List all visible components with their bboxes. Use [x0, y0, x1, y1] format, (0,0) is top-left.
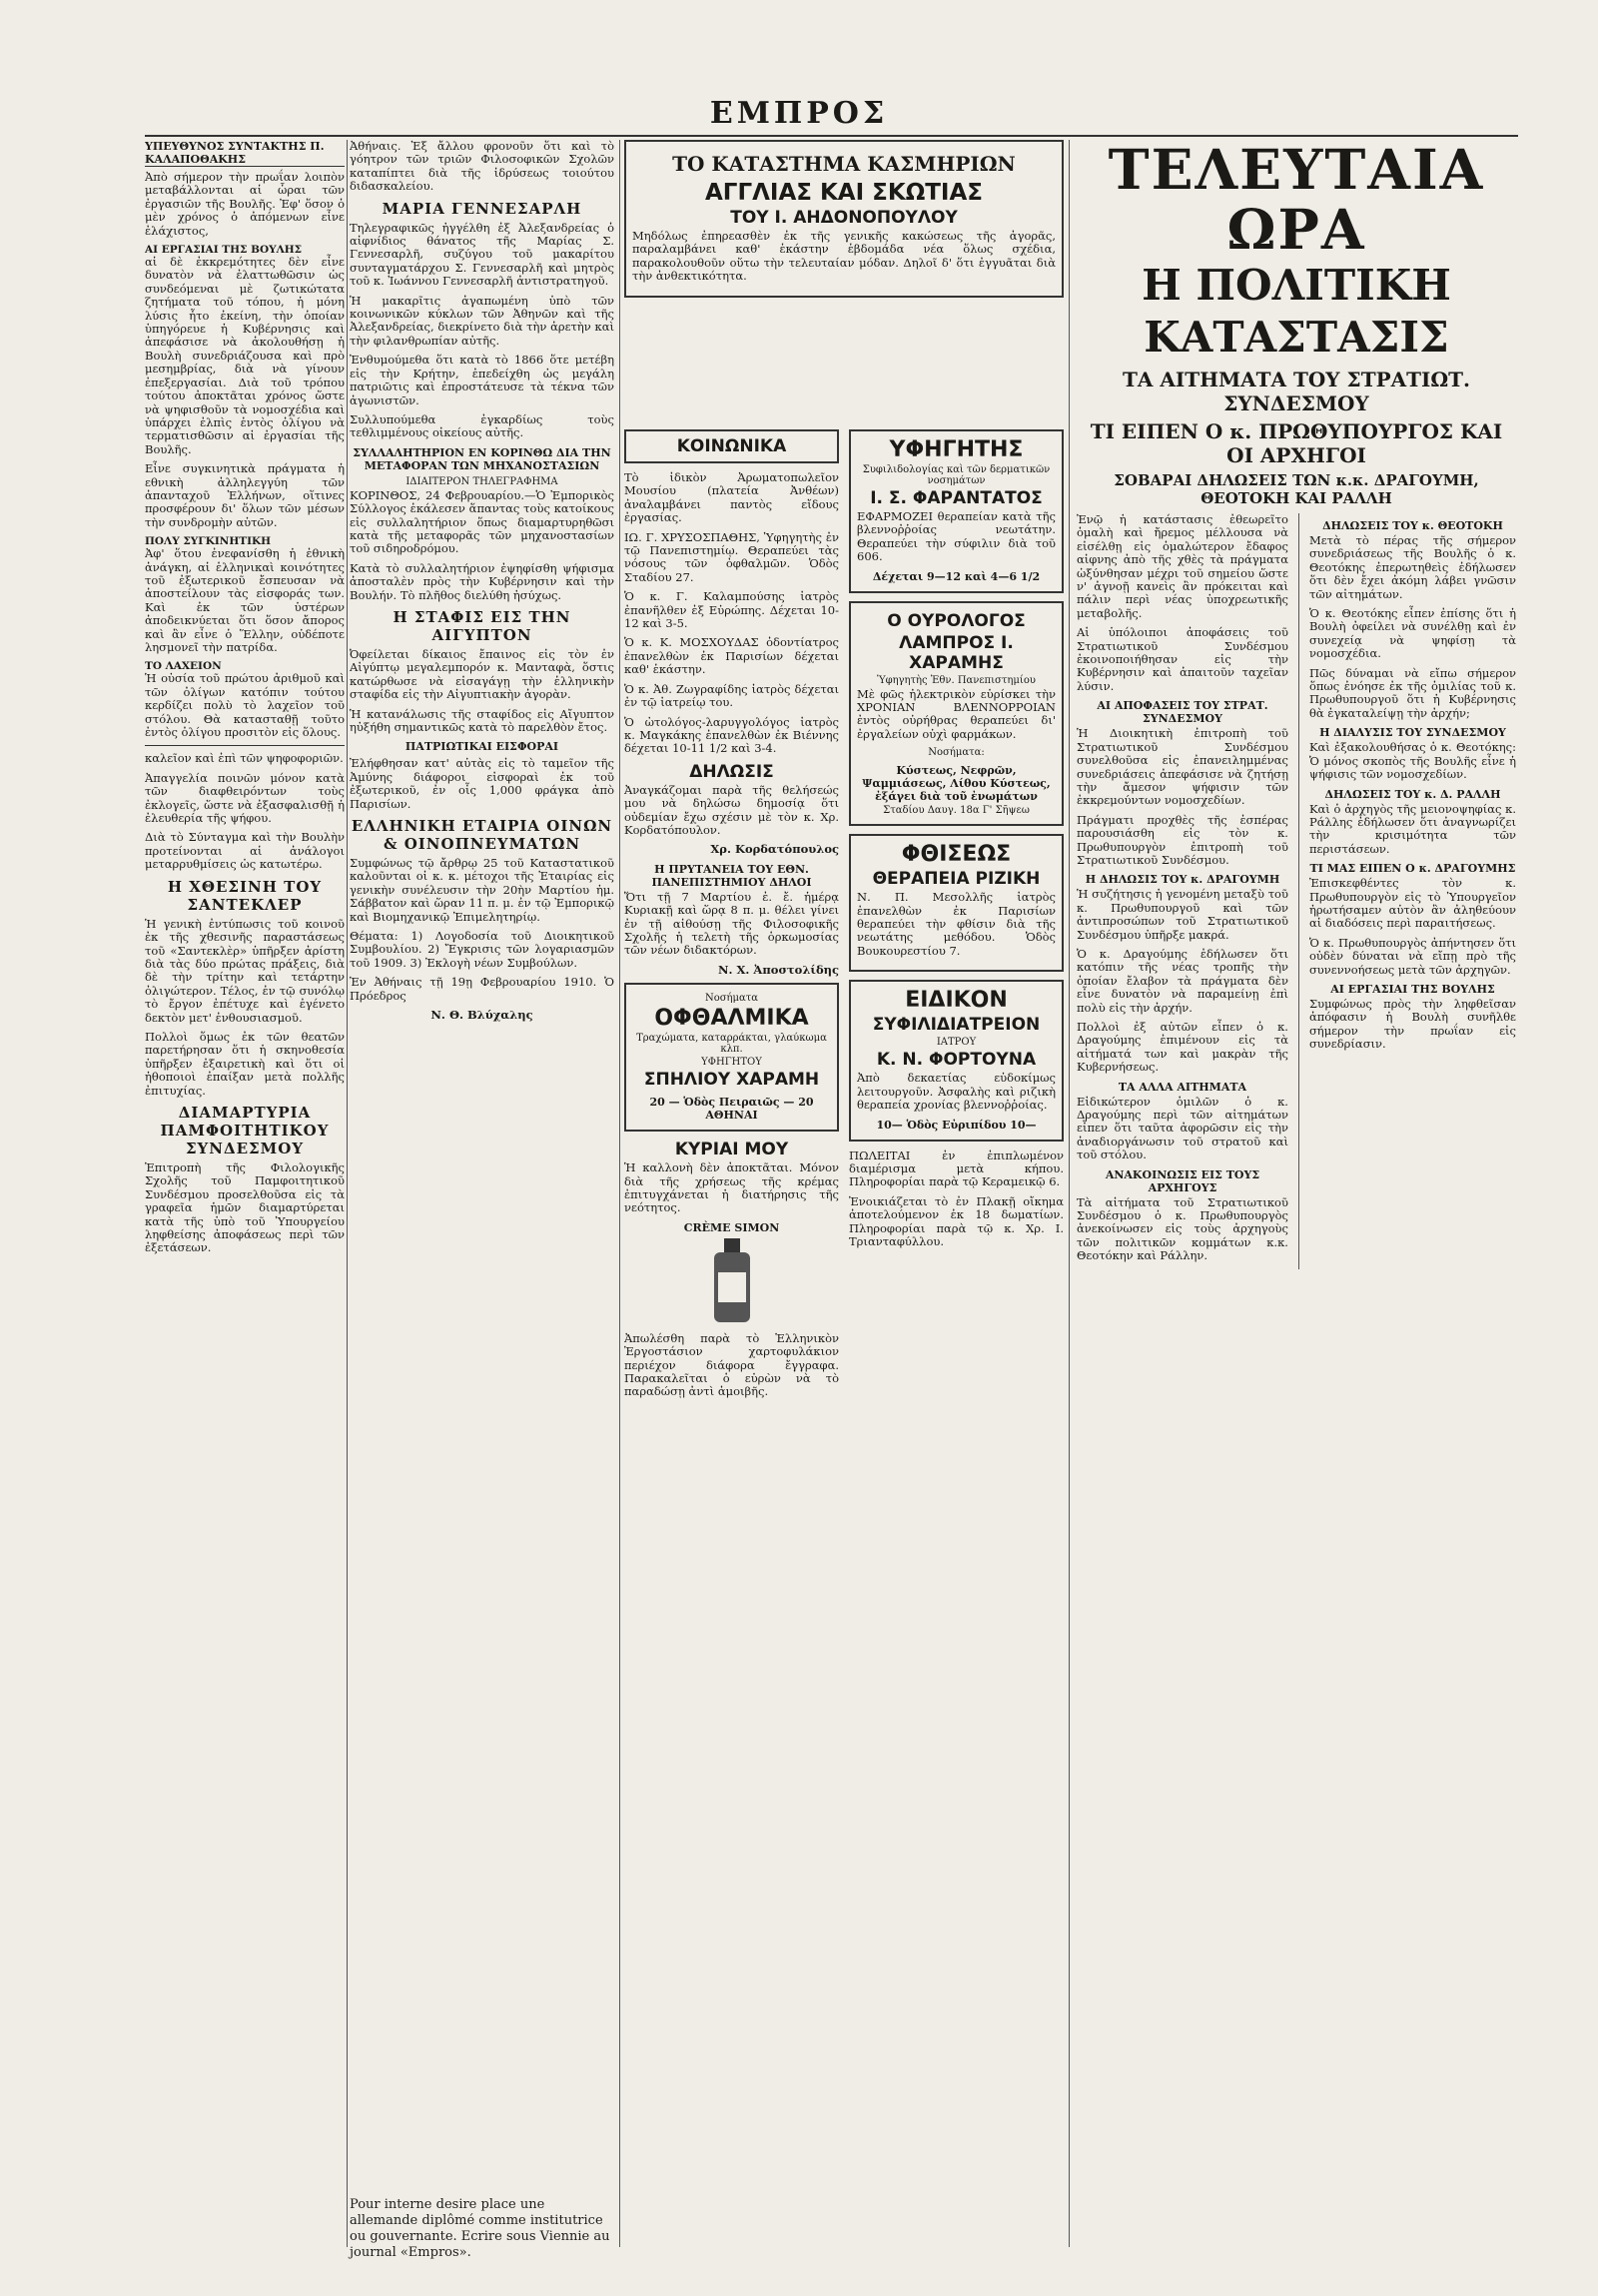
section-heading: ΠΑΤΡΙΩΤΙΚΑΙ ΕΙΣΦΟΡΑΙ [404, 740, 559, 754]
column-2 [350, 140, 614, 2247]
side-heading: ΤΟ ΛΑΧΕΙΟΝ [145, 660, 222, 673]
column-rule [619, 140, 620, 2247]
article-paragraph: Τὰ αἰτήματα τοῦ Στρατιωτικοῦ Συνδέσμου ὁ κ. Πρωθυπουργὸς ἀνεκοίνωσεν εἰς τοὺς ἀρχηγοὺς τῶν πολιτικῶν κομμάτων κ.κ. Θεοτόκην καὶ Ράλλην. [1077, 1194, 1288, 1263]
advert-venereal [849, 429, 1064, 593]
article-paragraph: Ἐνῷ ἡ κατάστασις ἐθεωρεῖτο ὁμαλὴ καὶ ἤρεμος μέλλουσα νὰ εἰσέλθῃ εἰς ὁμαλώτερον ἔδαφος αἰφνης ἀπὸ τῆς χθὲς τὰ πράγματα ὠξύνθησαν μέχρι τοῦ σημείου ὥστε ν' ἀγνοῇ κανεὶς ἂν πρόκειται καὶ πάλιν περὶ νέας ὑποχρεωτικῆς μεταβολῆς. [1077, 512, 1288, 620]
advert-label: ΥΦΗΓΗΤΟΥ [701, 1057, 762, 1069]
article-paragraph: Ἀπαγγελία ποινῶν μόνον κατὰ τῶν διαφθειρόντων τοὺς ἐκλογεῖς, ὥστε νὰ ἐξασφαλισθῇ ἡ ἐλευθερία τῆς ψήφου. [145, 770, 345, 826]
advert-list: Κύστεως, Νεφρῶν, Ψαμμιάσεως, Λίθου Κύστεως, ἐξάγει διὰ τοῦ ἐνωμάτων [862, 764, 1051, 804]
notice-text: Ἀναγκάζομαι παρὰ τῆς θελήσεώς μου νὰ δηλώσω δημοσίᾳ ὅτι οὐδεμίαν ἔχω σχέσιν μὲ τὸν κ. Χρ. Κορδατόπουλον. [624, 782, 839, 837]
column-3-left [624, 429, 839, 2247]
advert-address: 20 — Ὁδὸς Πειραιῶς — 20 ΑΘΗΝΑΙ [649, 1096, 814, 1123]
article-paragraph: Ὁ κ. Δραγούμης ἐδήλωσεν ὅτι κατόπιν τῆς νέας τροπῆς τὴν ὁποίαν ἔλαβον τὰ πράγματα δὲν εἶνε δυνατὸν νὰ παραμείνῃ ἐπὶ πολὺ εἰς τὴν ἀρχήν. [1077, 946, 1288, 1015]
article-paragraph: Κατὰ τὸ συλλαλητήριον ἐψηφίσθη ψήφισμα ἀποσταλὲν πρὸς τὴν Κυβέρνησιν καὶ τὴν Βουλήν. Τὸ πλῆθος διελύθη ἡσύχως. [350, 560, 614, 602]
advert-title: Ο ΟΥΡΟΛΟΓΟΣ [887, 610, 1026, 631]
article-paragraph: καλεῖον καὶ ἐπὶ τῶν ψηφοφοριῶν. [145, 751, 344, 766]
advert-name: Ι. Σ. ΦΑΡΑΝΤΑΤΟΣ [870, 488, 1043, 508]
social-title: ΚΟΙΝΩΝΙΚΑ [676, 436, 787, 456]
article-paragraph: Ἀθήναις. Ἐξ ἄλλου φρονοῦν ὅτι καὶ τὸ γόητρον τῶν τριῶν Φιλοσοφικῶν Σχολῶν καταπίπτει διὰ τῆς ἱδρύσεως τοιούτου διδασκαλείου. [350, 140, 614, 194]
advert-hours: Δέχεται 9—12 καὶ 4—6 1/2 [872, 569, 1041, 583]
article-paragraph: Πολλοὶ ἐξ αὐτῶν εἶπεν ὁ κ. Δραγούμης ἐπιμένουν εἰς τὰ αἰτήματά των καὶ μακρὰν τῆς Κυβερνήσεως. [1077, 1020, 1288, 1075]
notice-signature: Χρ. Κορδατόπουλος [710, 842, 839, 857]
rent-notice: Ἐνοικιάζεται τὸ ἐν Πλακῇ οἴκημα ἀποτελούμενον ἐκ 18 δωματίων. Πληροφορίαι παρὰ τῷ κ. Χρ. Ι. Τριανταφύλλου. [849, 1193, 1064, 1248]
signature: Ν. Θ. Βλύχαλης [430, 1008, 533, 1023]
side-heading: ΑΙ ΕΡΓΑΣΙΑΙ ΤΗΣ ΒΟΥΛΗΣ [145, 244, 303, 257]
column-4 [1077, 140, 1516, 2247]
masthead: ΕΜΠΡΟΣ [709, 96, 889, 131]
story-columns [1077, 513, 1516, 1269]
story-subheading: ΤΙ ΜΑΣ ΕΙΠΕΝ Ο κ. ΔΡΑΓΟΥΜΗΣ [1309, 862, 1516, 876]
advert-text: ΕΦΑΡΜΟΖΕΙ θεραπείαν κατὰ τῆς βλεννοῤῥοίας νεωτάτην. Θεραπεύει τὴν σύφιλιν διὰ τοῦ 606. [857, 509, 1056, 564]
headline-demands: ΤΑ ΑΙΤΗΜΑΤΑ ΤΟΥ ΣΤΡΑΤΙΩΤ. ΣΥΝΔΕΣΜΟΥ [1122, 368, 1471, 415]
story-subheading: ΔΗΛΩΣΕΙΣ ΤΟΥ κ. ΘΕΟΤΟΚΗ [1322, 519, 1503, 532]
story-subheading: ΑΙ ΑΠΟΦΑΣΕΙΣ ΤΟΥ ΣΤΡΑΤ. ΣΥΝΔΕΣΜΟΥ [1097, 699, 1268, 726]
article-paragraph: Καὶ ἐξακολουθήσας ὁ κ. Θεοτόκης: Ὁ μόνος σκοπὸς τῆς Βουλῆς εἶνε ἡ ψήφισις τῶν νομοσχεδίων. [1308, 740, 1516, 782]
header-rule [145, 135, 1518, 137]
column-1 [145, 140, 345, 2247]
advert-urologist [849, 601, 1064, 827]
article-paragraph: Ἐνθυμούμεθα ὅτι κατὰ τὸ 1866 ὅτε μετέβη εἰς τὴν Κρήτην, ἐπεδείχθη ὡς μεγάλη πατριῶτις καὶ ἐπροστάτευσε τὰ τέκνα τῶν ἀγωνιστῶν. [350, 353, 614, 407]
article-paragraph: Ἡ κατανάλωσις τῆς σταφίδος εἰς Αἴγυπτον ηὐξήθη σημαντικῶς κατὰ τὸ παρελθὸν ἔτος. [350, 706, 614, 734]
social-item: Ὁ κ. Ἀθ. Ζωγραφίδης ἰατρὸς δέχεται ἐν τῷ ἰατρείῳ του. [624, 681, 839, 710]
section-heading: ΣΥΛΛΑΛΗΤΗΡΙΟΝ ΕΝ ΚΟΡΙΝΘΩ ΔΙΑ ΤΗΝ ΜΕΤΑΦΟΡΑΝ ΤΩΝ ΜΗΧΑΝΟΣΤΑΣΙΩΝ [353, 445, 611, 472]
article-paragraph: Συλλυπούμεθα ἐγκαρδίως τοὺς τεθλιμμένους οἰκείους αὐτῆς. [350, 411, 614, 440]
byline: ΥΠΕΥΘΥΝΟΣ ΣΥΝΤΑΚΤΗΣ Π. ΚΑΛΑΠΟΘΑΚΗΣ [145, 140, 345, 167]
headline-premier: ΤΙ ΕΙΠΕΝ Ο κ. ΠΡΩΘΥΠΟΥΡΓΟΣ ΚΑΙ ΟΙ ΑΡΧΗΓΟΙ [1090, 419, 1503, 467]
advert-title: ΦΘΙΣΕΩΣ [901, 842, 1012, 868]
advert-name: ΛΑΜΠΡΟΣ Ι. ΧΑΡΑΜΗΣ [899, 632, 1014, 673]
article-paragraph: Συμφώνως πρὸς τὴν ληφθεῖσαν ἀπόφασιν ἡ Βουλὴ συνῆλθε σήμερον τὴν πρωΐαν εἰς συνεδρίασιν. [1308, 996, 1516, 1052]
section-heading: Η ΧΘΕΣΙΝΗ ΤΟΥ ΣΑΝΤΕΚΛΕΡ [167, 877, 323, 914]
advert-title: ΕΙΔΙΚΟΝ [905, 988, 1008, 1014]
article-paragraph: Ἀφ' ὅτου ἐνεφανίσθη ἡ ἐθνικὴ ἀνάγκη, αἱ ἑλληνικαὶ κοινότητες τοῦ ἐξωτερικοῦ ἔσπευσαν νὰ ἀποστείλουν τὰς εἰσφοράς των. Καὶ ἐκ τῶν ὑστέρων ἀποδεικνύεται ὅτι ὅσον ἄπορος καὶ ἂν εἶνε ὁ Ἕλλην, οὐδέποτε λησμονεῖ τὴν πατρίδα. [145, 546, 345, 654]
advert-subtitle: Τραχώματα, καταρράκται, γλαύκωμα κλπ. [636, 1033, 827, 1056]
article-paragraph: Ὁ κ. Θεοτόκης εἶπεν ἐπίσης ὅτι ἡ Βουλὴ ὀφείλει νὰ συνέλθῃ καὶ ἐν συνεχείᾳ νὰ ψηφίσῃ τὰ νομοσχέδια. [1308, 606, 1516, 661]
column-rule [1069, 140, 1070, 2247]
advert-title: ΥΦΗΓΗΤΗΣ [889, 437, 1024, 462]
article-paragraph: αἱ δὲ ἐκκρεμότητες δὲν εἶνε δυνατὸν νὰ ἐλαττωθῶσιν ὡς συνδεόμεναι μὲ ζωτικώτατα ζητήματα τοῦ τόπου, ἡ μόνη λύσις ἦτο ἐκείνη, τὴν ὁποίαν ὑπηγόρευε ἡ Κυβέρνησις καὶ ἀπεφάσισε νὰ ἀκολουθήσῃ ἡ Βουλὴ συνεδριάζουσα καὶ πρὸ μεσημβρίας, διὰ νὰ γίνουν ἐπεξεργασίαι. Διὰ τοῦ τρόπου τούτου ἀποκτᾶται χρόνος ὥστε νὰ ψηφισθοῦν τὰ νομοσχέδια καὶ ὑπάρχει ἐλπὶς ἐντὸς ὀλίγου νὰ τερματισθῶσιν αἱ ἐργασίαι τῆς Βουλῆς. [145, 255, 345, 456]
main-subheadline: Η ΠΟΛΙΤΙΚΗ ΚΑΤΑΣΤΑΣΙΣ [1142, 261, 1451, 362]
subheading: ΙΔΙΑΙΤΕΡΟΝ ΤΗΛΕΓΡΑΦΗΜΑ [405, 475, 558, 487]
advert-subtitle: ΑΓΓΛΙΑΣ ΚΑΙ ΣΚΩΤΙΑΣ [704, 180, 984, 206]
french-notice: Pour interne desire place une allemande diplômé comme institutrice ou gouvernante. Ecrire sous Viennie au journal «Empros». [350, 2197, 610, 2260]
story-column-right [1309, 513, 1516, 1269]
advert-text: Μηδόλως ἐπηρεασθὲν ἐκ τῆς γενικῆς κακώσεως τῆς ἀγορᾶς, παραλαμβάνει καθ' ἑκάστην ἑβδομάδα νέα ὅλως σχέδια, παρακολουθοῦν οὕτω τὴν τελευταίαν μόδαν. Δηλοῖ δ' ὅτι ἐγγυᾶται διὰ τὴν ἀνθεκτικότητα. [632, 229, 1056, 284]
story-subheading: Η ΔΗΛΩΣΙΣ ΤΟΥ κ. ΔΡΑΓΟΥΜΗ [1085, 873, 1280, 887]
story-subheading: ΤΑ ΑΛΛΑ ΑΙΤΗΜΑΤΑ [1118, 1080, 1247, 1094]
advert-title: ΚΥΡΙΑΙ ΜΟΥ [674, 1140, 789, 1160]
divider [145, 745, 345, 746]
advert-name: ΤΟΥ Ι. ΑΗΔΟΝΟΠΟΥΛΟΥ [730, 208, 958, 228]
article-paragraph: Ἡ οὐσία τοῦ πρώτου ἀριθμοῦ καὶ τῶν ὀλίγων κατόπιν τούτου κερδίζει πολὺ τὸ λαχεῖον τοῦ στόλου. Θὰ κατασταθῇ τοῦτο ἐντὸς ὀλίγου προσιτὸν εἰς ὅλους. [145, 671, 345, 740]
university-signature: Ν. Χ. Ἀποστολίδης [717, 962, 839, 977]
article-paragraph: Εἶνε συγκινητικὰ πράγματα ἡ εθνικὴ ἀλληλεγγύη τῶν ἀπανταχοῦ Ἑλλήνων, οἵτινες προσφέρουν δι' ὅλων τῶν μέσων τὴν συνδρομὴν αὐτῶν. [145, 461, 345, 529]
sale-notice: ΠΩΛΕΙΤΑΙ ἐν ἐπιπλωμένον διαμέρισμα μετὰ κήπου. Πληροφορίαι παρὰ τῷ Κεραμεικῷ 6. [849, 1148, 1064, 1189]
advert-text: Ἀπὸ δεκαετίας εὐδοκίμως λειτουργοῦν. Ἀσφαλὴς καὶ ριζικὴ θεραπεία χρονίας βλεννοῤῥοίας. [857, 1071, 1056, 1113]
social-item: Ὁ ὠτολόγος-λαρυγγολόγος ἰατρὸς κ. Μαγκάκης ἐπανελθὼν ἐκ Βιέννης δέχεται 10-11 1/2 καὶ 3-4. [624, 714, 839, 756]
headline-statements: ΣΟΒΑΡΑΙ ΔΗΛΩΣΕΙΣ ΤΩΝ κ.κ. ΔΡΑΓΟΥΜΗ, ΘΕΟΤΟΚΗ ΚΑΙ ΡΑΛΛΗ [1114, 471, 1479, 507]
main-headline: ΤΕΛΕΥΤΑΙΑ ΩΡΑ [1108, 140, 1485, 262]
article-paragraph: Ἡ συζήτησις ἡ γενομένη μεταξὺ τοῦ κ. Πρωθυπουργοῦ καὶ τῶν ἀντιπροσώπων τοῦ Στρατιωτικοῦ Συνδέσμου ὑπῆρξε μακρά. [1077, 887, 1288, 942]
university-title: Η ΠΡΥΤΑΝΕΙΑ ΤΟΥ ΕΘΝ. ΠΑΝΕΠΙΣΤΗΜΙΟΥ ΔΗΛΟΙ [651, 862, 812, 889]
article-paragraph: Ἐλήφθησαν κατ' αὐτὰς εἰς τὸ ταμεῖον τῆς Ἀμύνης διάφοροι εἰσφοραὶ ἐκ τοῦ ἐξωτερικοῦ, ἐν οἷς 1,000 φράγκα ἀπὸ Παρισίων. [350, 756, 614, 811]
social-item: Ὁ κ. Γ. Καλαμπούσης ἰατρὸς ἐπανῆλθεν ἐξ Εὐρώπης. Δέχεται 10-12 καὶ 3-5. [624, 589, 839, 631]
article-paragraph: Ἡ Διοικητικὴ ἐπιτροπὴ τοῦ Στρατιωτικοῦ Συνδέσμου συνελθοῦσα εἰς ἐπανειλημμένας συνεδριάσεις ἀπεφάσισε νὰ ζητήσῃ τὴν ἄμεσον ψήφισιν τῶν ἐκκρεμούντων νομοσχεδίων. [1077, 726, 1288, 808]
university-text: Ὅτι τῇ 7 Μαρτίου ἐ. ἔ. ἡμέρᾳ Κυριακῇ καὶ ὥρᾳ 8 π. μ. θέλει γίνει ἐν τῇ αἰθούσῃ τῆς Φιλοσοφικῆς Σχολῆς ἡ τελετὴ τῆς ὁρκωμοσίας τῶν νέων διδακτόρων. [624, 889, 839, 958]
story-subheading: ΑΙ ΕΡΓΑΣΙΑΙ ΤΗΣ ΒΟΥΛΗΣ [1330, 982, 1495, 996]
article-paragraph: Πῶς δύναμαι νὰ εἴπω σήμερον ὅπως ἐνόησε ἐκ τῆς ὁμιλίας τοῦ κ. Πρωθυπουργοῦ ὅτι ἡ Κυβέρνησις θὰ ἐγκαταλείψῃ τὴν ἀρχήν; [1308, 665, 1516, 720]
advert-subtitle: Ὑφηγητὴς Ἐθν. Πανεπιστημίου [877, 674, 1036, 686]
story-subheading: ΑΝΑΚΟΙΝΩΣΙΣ ΕΙΣ ΤΟΥΣ ΑΡΧΗΓΟΥΣ [1105, 1167, 1260, 1194]
article-paragraph: Θέματα: 1) Λογοδοσία τοῦ Διοικητικοῦ Συμβουλίου. 2) Ἔγκρισις τῶν λογαριασμῶν τοῦ 1909. 3) Ἐκλογὴ νέων Συμβούλων. [350, 929, 614, 970]
article-paragraph: Συμφώνως τῷ ἄρθρῳ 25 τοῦ Καταστατικοῦ καλοῦνται οἱ κ. κ. μέτοχοι τῆς Ἑταιρίας εἰς γενικὴν συνέλευσιν τὴν 20ὴν Μαρτίου ἡμ. Σάββατον καὶ ὥραν 11 π. μ. ἐν τῷ Ἐμπορικῷ καὶ Βιομηχανικῷ Ἐπιμελητηρίῳ. [350, 856, 614, 924]
social-box [624, 429, 839, 463]
article-paragraph: Διὰ τὸ Σύνταγμα καὶ τὴν Βουλὴν προτείνονται αἱ ἀνάλογοι μεταρρυθμίσεις ὡς κατωτέρω. [145, 830, 345, 872]
column-rule [1298, 513, 1299, 1269]
column-3-right [849, 429, 1064, 2247]
advert-label: ΙΑΤΡΟΥ [936, 1037, 977, 1049]
story-column-left [1077, 513, 1288, 1269]
section-heading: ΜΑΡΙΑ ΓΕΝΝΕΣΑΡΛΗ [382, 199, 582, 218]
article-paragraph: Εἰδικώτερον ὁμιλῶν ὁ κ. Δραγούμης περὶ τῶν αἰτημάτων εἶπεν ὅτι ταῦτα ἀφορῶσιν εἰς τὴν ἀναδιοργάνωσιν τοῦ στρατοῦ καὶ τοῦ στόλου. [1077, 1094, 1288, 1162]
article-paragraph: Καὶ ὁ ἀρχηγὸς τῆς μειονοψηφίας κ. Ράλλης ἐδήλωσεν ὅτι ἀναγνωρίζει τὴν κρισιμότητα τῶν περιστάσεων. [1308, 801, 1516, 856]
advert-text: Ἡ καλλονὴ δὲν ἀποκτᾶται. Μόνον διὰ τῆς χρήσεως τῆς κρέμας ἐπιτυγχάνεται ἡ διατήρησις τῆς νεότητος. [624, 1160, 839, 1215]
article-paragraph: Ἡ μακαρῖτις ἀγαπωμένη ὑπὸ τῶν κοινωνικῶν κύκλων τῶν Ἀθηνῶν καὶ τῆς Ἀλεξανδρείας, διεκρίνετο διὰ τὴν ἀρετὴν καὶ τὴν φιλανθρωπίαν αὐτῆς. [350, 293, 614, 348]
story-subheading: Η ΔΙΑΛΥΣΙΣ ΤΟΥ ΣΥΝΔΕΣΜΟΥ [1319, 726, 1506, 740]
story-subheading: ΔΗΛΩΣΕΙΣ ΤΟΥ κ. Δ. ΡΑΛΛΗ [1324, 787, 1501, 801]
article-paragraph: Πολλοὶ ὅμως ἐκ τῶν θεατῶν παρετήρησαν ὅτι ἡ σκηνοθεσία ὑπῆρξεν ἐξαιρετικὴ καὶ ὅτι οἱ ἠθοποιοὶ ἐπαίξαν μετὰ πολλῆς ἐπιτυχίας. [145, 1029, 345, 1098]
advert-title: ΤΟ ΚΑΤΑΣΤΗΜΑ ΚΑΣΜΗΡΙΩΝ [672, 152, 1016, 176]
social-item: ΙΩ. Γ. ΧΡΥΣΟΣΠΑΘΗΣ, Ὑφηγητὴς ἐν τῷ Πανεπιστημίῳ. Θεραπεύει τὰς νόσους τῶν ὀφθαλμῶν. Ὁδὸς Σταδίου 27. [624, 529, 839, 584]
advert-subtitle: ΣΥΦΙΛΙΔΙΑΤΡΕΙΟΝ [872, 1015, 1041, 1036]
article-paragraph: Ὁ κ. Πρωθυπουργὸς ἀπήντησεν ὅτι οὐδὲν δύναται νὰ εἴπῃ πρὸ τῆς συνεννοήσεως μετὰ τῶν ἀρχηγῶν. [1308, 935, 1516, 977]
advert-label: Νοσήματα [704, 993, 759, 1005]
section-heading: ΔΙΑΜΑΡΤΥΡΙΑ ΠΑΜΦΟΙΤΗΤΙΚΟΥ ΣΥΝΔΕΣΜΟΥ [160, 1103, 330, 1157]
lost-notice: Ἀπωλέσθη παρὰ τὸ Ἑλληνικὸν Ἐργοστάσιον χαρτοφυλάκιον περιέχον διάφορα ἔγγραφα. Παρακαλεῖται ὁ εὑρὼν νὰ τὸ παραδώσῃ ἀντὶ ἀμοιβῆς. [624, 1330, 839, 1399]
advert-clinic [849, 980, 1064, 1141]
advert-name: Κ. Ν. ΦΟΡΤΟΥΝΑ [876, 1050, 1037, 1071]
article-paragraph: Ἐν Ἀθήναις τῇ 19ῃ Φεβρουαρίου 1910. Ὁ Πρόεδρος [350, 975, 614, 1003]
social-item: Τὸ ἱδικὸν Ἀρωματοπωλεῖον Μουσίου (πλατεία Ἀνθέων) ἀναλαμβάνει παντὸς εἴδους ἐργασίας. [624, 470, 839, 525]
advert-subtitle: ΘΕΡΑΠΕΙΑ ΡΙΖΙΚΗ [872, 869, 1041, 890]
article-paragraph: ΚΟΡΙΝΘΟΣ, 24 Φεβρουαρίου.—Ὁ Ἐμπορικὸς Σύλλογος ἐκάλεσεν ἅπαντας τοὺς κατοίκους εἰς συλλαλητήριον ὅπως διαμαρτυρηθῶσι κατὰ τῆς μεταφορᾶς τῶν μηχανοστασίων τοῦ σιδηροδρόμου. [350, 487, 614, 556]
article-paragraph: Ὀφείλεται δίκαιος ἔπαινος εἰς τὸν ἐν Αἰγύπτῳ μεγαλεμπορόν κ. Μανταφὰ, ὅστις κατώρθωσε νὰ εἰσαγάγῃ τὴν ἑλληνικὴν σταφίδα εἰς τὴν Αἰγυπτιακὴν ἀγορὰν. [350, 646, 614, 702]
advert-brand: CRÈME SIMON [683, 1220, 780, 1234]
article-paragraph: Πράγματι προχθὲς τῆς ἑσπέρας παρουσιάσθη εἰς τὸν κ. Πρωθυπουργὸν ἐπιτροπὴ τοῦ Στρατιωτικοῦ Συνδέσμου. [1077, 812, 1288, 867]
advert-label: Νοσήματα: [928, 747, 985, 759]
notice-title: ΔΗΛΩΣΙΣ [689, 761, 774, 782]
advert-name: ΣΠΗΛΙΟΥ ΧΑΡΑΜΗ [643, 1070, 820, 1091]
article-paragraph: Αἱ ὑπόλοιποι ἀποφάσεις τοῦ Στρατιωτικοῦ Συνδέσμου ἐκοινοποιήθησαν εἰς τὴν Κυβέρνησιν καὶ ἀπαιτοῦν ταχεῖαν λύσιν. [1077, 625, 1288, 693]
advert-address: 10— Ὁδὸς Εὐριπίδου 10— [876, 1118, 1037, 1132]
advert-text: Μὲ φῶς ἠλεκτρικὸν εὑρίσκει τὴν ΧΡΟΝΙΑΝ ΒΛΕΝΝΟΡΡΟΙΑΝ ἐντὸς οὐρήθρας θεραπεύει δι' ἐργαλείων οὐχὶ φαρμάκων. [857, 686, 1056, 741]
advert-title: ΟΦΘΑΛΜΙΚΑ [654, 1006, 809, 1032]
article-paragraph: Ἐπισκεφθέντες τὸν κ. Πρωθυπουργὸν εἰς τὸ Ὑπουργεῖον ἠρωτήσαμεν αὐτὸν ἂν ἀληθεύουν αἱ διαδόσεις περὶ παραιτήσεως. [1308, 876, 1516, 931]
section-heading: ΕΛΛΗΝΙΚΗ ΕΤΑΙΡΙΑ ΟΙΝΩΝ & ΟΙΝΟΠΝΕΥΜΑΤΩΝ [351, 817, 613, 854]
article-paragraph: Ἡ γενικὴ ἐντύπωσις τοῦ κοινοῦ ἐκ τῆς χθεσινῆς παραστάσεως τοῦ «Σαντεκλὲρ» ὑπῆρξεν ἀρίστη διὰ τὰς δύο πρώτας πράξεις, διὰ δὲ τὴν τρίτην καὶ τετάρτην ὀλιγώτερον. Τέλος, ἐν τῷ συνόλῳ τὸ ἔργον ἐπέτυχε καὶ ἐγένετο δεκτὸν μετ' ἐνθουσιασμοῦ. [145, 916, 345, 1025]
article-paragraph: Τηλεγραφικῶς ἠγγέλθη ἐξ Ἀλεξανδρείας ὁ αἰφνίδιος θάνατος τῆς Μαρίας Σ. Γεννεσαρλῆ, συζύγου τοῦ μακαρίτου συνταγματάρχου Σ. Γεννεσαρλῆ καὶ μητρὸς τοῦ κ. Ἰωάννου Γεννεσαρλῆ ἀντιστρατηγοῦ. [350, 220, 614, 289]
column-rule [347, 140, 348, 2247]
advert-address: Σταδίου Δαυγ. 18α Γ' Σῆψεω [883, 805, 1030, 817]
article-paragraph: Μετὰ τὸ πέρας τῆς σήμερον συνεδριάσεως τῆς Βουλῆς ὁ κ. Θεοτόκης ἐπερωτηθεὶς ἐδήλωσεν ὅτι δὲν ἔχει ἀκόμη λάβει γνῶσιν τῶν αἰτημάτων. [1308, 533, 1516, 601]
advert-tuberculosis [849, 834, 1064, 972]
article-paragraph: Ἐπιτροπὴ τῆς Φιλολογικῆς Σχολῆς τοῦ Παμφοιτητικοῦ Συνδέσμου προσελθοῦσα εἰς τὰ γραφεῖα ἡμῶν διαμαρτύρεται κατὰ τῆς ὑπὸ τοῦ Ὑπουργείου ληφθείσης ἀποφάσεως περὶ τῶν ἐξετάσεων. [145, 1159, 345, 1255]
advert-ophthalmic [624, 983, 839, 1132]
bottle-illustration-icon [702, 1238, 762, 1328]
section-heading: Η ΣΤΑΦΙΣ ΕΙΣ ΤΗΝ ΑΙΓΥΠΤΟΝ [393, 607, 571, 644]
social-item: Ὁ κ. Κ. ΜΟΣΧΟΥΔΑΣ ὀδοντίατρος ἐπανελθὼν ἐκ Παρισίων δέχεται καθ' ἑκάστην. [624, 635, 839, 677]
advert-text: Ν. Π. Μεσολλῆς ἰατρὸς ἐπανελθὼν ἐκ Παρισίων θεραπεύει τὴν φθίσιν διὰ τῆς νεωτάτης μεθόδου. Ὁδὸς Βουκουρεστίου 7. [857, 890, 1056, 958]
advert-cashmere [624, 140, 1064, 298]
article-paragraph: Ἀπὸ σήμερον τὴν πρωΐαν λοιπὸν μεταβάλλονται αἱ ὧραι τῶν ἐργασιῶν τῆς Βουλῆς. Ἐφ' ὅσον ὁ μὲν χρόνος ὁ ἀπόμενων εἶνε ἐλάχιστος, [145, 170, 345, 238]
side-heading: ΠΟΛΥ ΣΥΓΚΙΝΗΤΙΚΗ [145, 535, 272, 548]
advert-subtitle: Συφιλιδολογίας καὶ τῶν δερματικῶν νοσημάτων [862, 464, 1051, 486]
